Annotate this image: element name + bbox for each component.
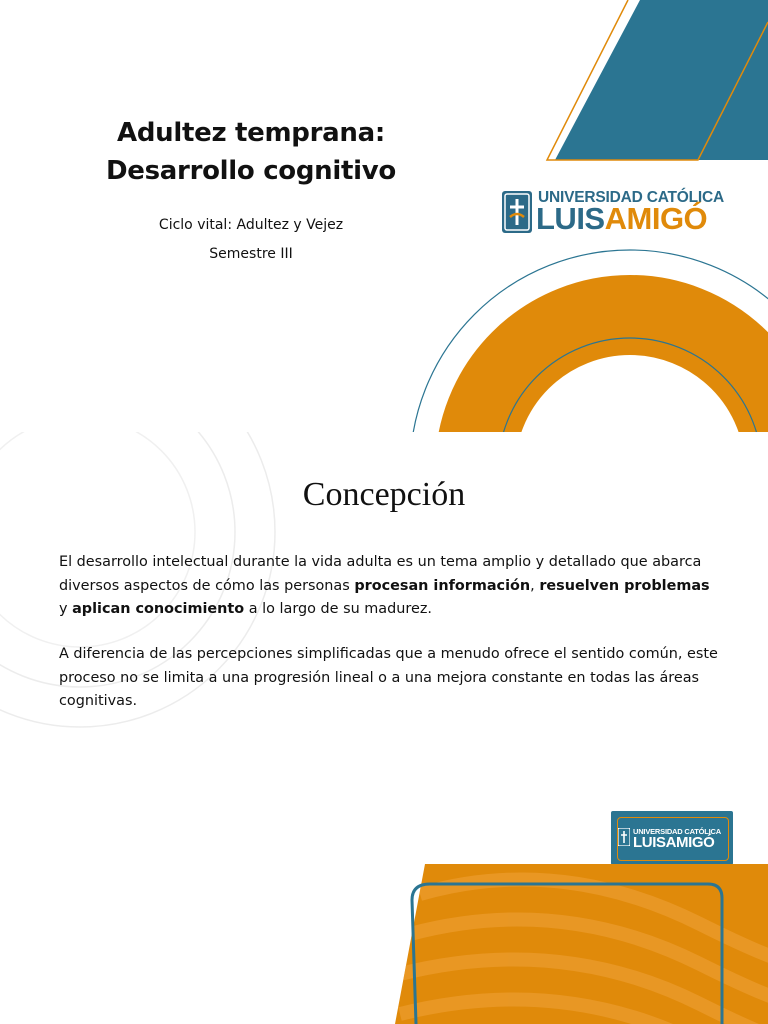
paragraph-1: El desarrollo intelectual durante la vida adulta es un tema amplio y detallado que abarca diversos aspectos de cómo las personas procesan información, resuelven problemas y aplican conocimiento a lo largo de su madurez. xyxy=(59,554,710,617)
semester-label: Semestre III xyxy=(209,246,293,262)
title-line-1: Adultez temprana: xyxy=(117,118,385,148)
logo-name-text xyxy=(536,202,707,236)
paragraph-2: A diferencia de las percepciones simplificadas que a menudo ofrece el sentido común, este proceso no se limita a una progresión lineal o a una mejora constante en todas las áreas cognitivas. xyxy=(59,646,718,709)
logo-amigo: AMIGÓ xyxy=(604,201,708,236)
badge-name-text: LUISAMIGÓ xyxy=(633,834,715,851)
title-line-2: Desarrollo cognitivo xyxy=(106,156,396,186)
logo-luis: LUIS xyxy=(536,201,605,236)
partial-slide xyxy=(0,864,768,1024)
logo-university-text: UNIVERSIDAD CATÓLICA xyxy=(538,189,725,206)
university-badge-logo xyxy=(611,811,733,865)
university-logo xyxy=(502,188,725,238)
course-subtitle: Ciclo vital: Adultez y Vejez xyxy=(158,217,344,233)
slide-title xyxy=(60,114,442,190)
badge-university-text: UNIVERSIDAD CATÓLICA xyxy=(633,827,721,836)
logo-mark-icon xyxy=(502,191,532,233)
title-slide xyxy=(0,0,768,432)
emphasis-problems: resuelven problemas xyxy=(539,577,710,594)
slide3-decoration xyxy=(0,864,768,1024)
emphasis-knowledge: aplican conocimiento xyxy=(72,601,245,617)
slide-heading: Concepción xyxy=(302,476,466,513)
badge-mark-icon xyxy=(618,828,630,846)
content-slide xyxy=(0,432,768,864)
orange-arc xyxy=(475,315,768,432)
emphasis-processing: procesan información xyxy=(354,577,531,594)
